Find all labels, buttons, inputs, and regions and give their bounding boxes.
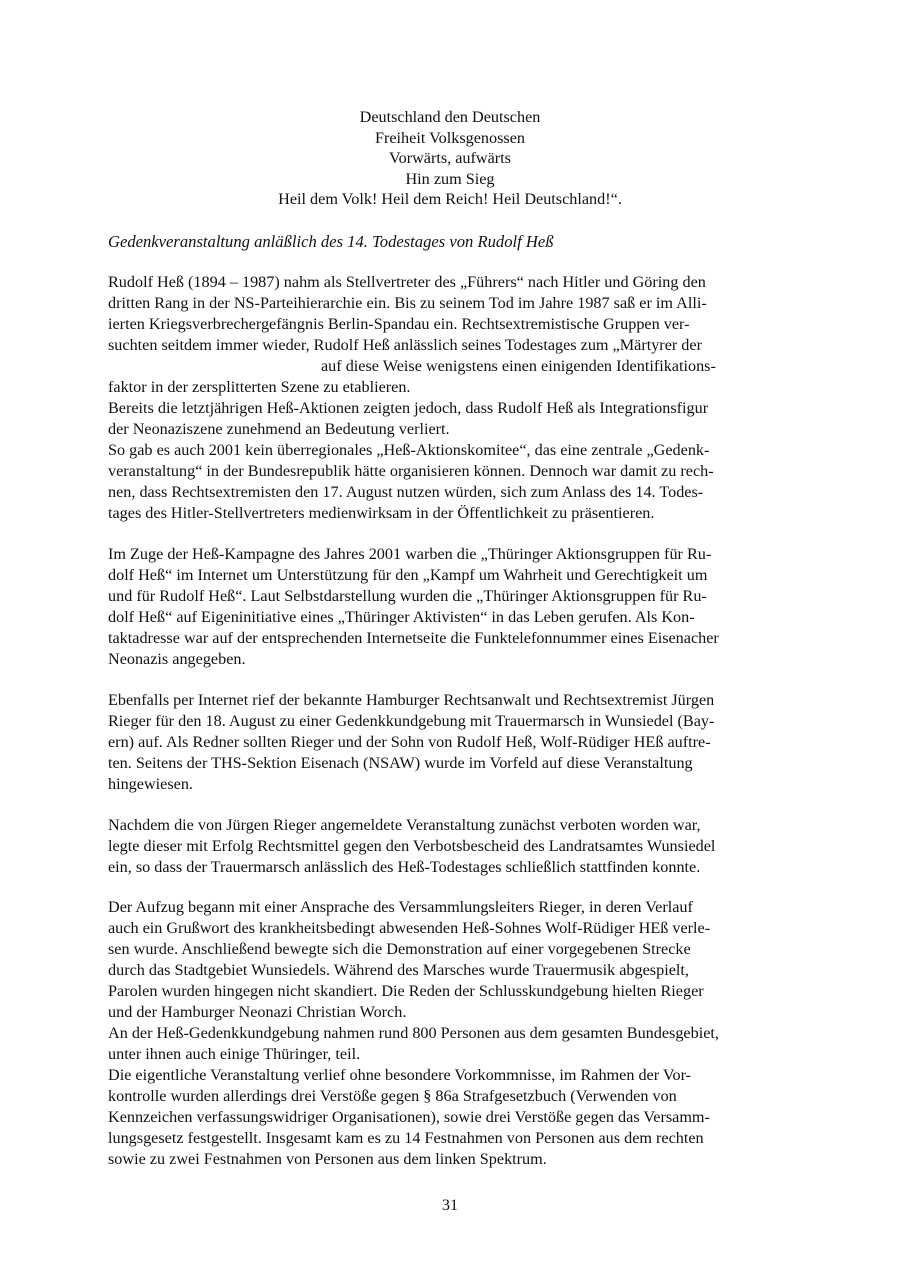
text-line: auf diese Weise wenigstens einen einigenden Identifikations-: [321, 357, 716, 375]
paragraph-1: [108, 272, 768, 524]
text-line: Rudolf Heß (1894 – 1987) nahm als Stellvertreter des „Führers“ nach Hitler und Göring den: [108, 273, 706, 291]
verse-line: Heil dem Volk! Heil dem Reich! Heil Deutschland!“.: [278, 190, 622, 208]
verse-line: Deutschland den Deutschen: [359, 108, 541, 126]
text-line: legte dieser mit Erfolg Rechtsmittel gegen den Verbotsbescheid des Landratsamtes Wunsiedel: [108, 837, 716, 855]
text-line: ern) auf. Als Redner sollten Rieger und der Sohn von Rudolf Heß, Wolf-Rüdiger HEß auftre-: [108, 733, 711, 751]
text-line: Ebenfalls per Internet rief der bekannte Hamburger Rechtsanwalt und Rechtsextremist Jürgen: [108, 691, 715, 709]
verse-line: Hin zum Sieg: [405, 169, 495, 188]
verse-block: [0, 107, 900, 210]
text-line: sen wurde. Anschließend bewegte sich die Demonstration auf einer vorgegebenen Strecke: [108, 940, 691, 958]
page-number: 31: [441, 1196, 459, 1214]
verse-line: Freiheit Volksgenossen: [374, 128, 526, 147]
text-line: hingewiesen.: [108, 775, 193, 793]
text-line: Der Aufzug begann mit einer Ansprache des Versammlungsleiters Rieger, in deren Verlauf: [108, 898, 693, 916]
text-line: ierten Kriegsverbrechergefängnis Berlin-Spandau ein. Rechtsextremistische Gruppen ver-: [108, 315, 690, 333]
text-line: Die eigentliche Veranstaltung verlief ohne besondere Vorkommnisse, im Rahmen der Vor-: [108, 1066, 692, 1084]
text-line: lungsgesetz festgestellt. Insgesamt kam es zu 14 Festnahmen von Personen aus dem rechten: [108, 1129, 704, 1147]
text-line: suchten seitdem immer wieder, Rudolf Heß anlässlich seines Todestages zum „Märtyrer der: [108, 336, 702, 354]
text-line: kontrolle wurden allerdings drei Verstöße gegen § 86a Strafgesetzbuch (Verwenden von: [108, 1087, 677, 1105]
text-line: dolf Heß“ im Internet um Unterstützung für den „Kampf um Wahrheit und Gerechtigkeit um: [108, 566, 708, 584]
text-line: unter ihnen auch einige Thüringer, teil.: [108, 1045, 361, 1063]
text-line: veranstaltung“ in der Bundesrepublik hätte organisieren können. Dennoch war damit zu rech-: [108, 462, 714, 480]
text-line: Nachdem die von Jürgen Rieger angemeldete Veranstaltung zunächst verboten worden war,: [108, 816, 701, 834]
text-line: sowie zu zwei Festnahmen von Personen aus dem linken Spektrum.: [108, 1150, 547, 1168]
text-line: taktadresse war auf der entsprechenden Internetseite die Funktelefonnummer eines Eisenacher: [108, 629, 719, 647]
text-line: Im Zuge der Heß-Kampagne des Jahres 2001 warben die „Thüringer Aktionsgruppen für Ru-: [108, 545, 712, 563]
text-line: ein, so dass der Trauermarsch anlässlich des Heß-Todestages schließlich stattfinden konnte.: [108, 858, 701, 876]
paragraph-2: [108, 544, 768, 670]
text-line: Neonazis angegeben.: [108, 650, 246, 668]
paragraph-3: [108, 690, 768, 795]
text-line: Bereits die letztjährigen Heß-Aktionen zeigten jedoch, dass Rudolf Heß als Integrationsfigur: [108, 399, 709, 417]
text-line: dritten Rang in der NS-Parteihierarchie ein. Bis zu seinem Tod im Jahre 1987 saß er im Alli-: [108, 294, 707, 312]
text-line: tages des Hitler-Stellvertreters medienwirksam in der Öffentlichkeit zu präsentieren.: [108, 504, 655, 522]
paragraph-4: [108, 815, 768, 878]
text-line: Parolen wurden hingegen nicht skandiert. Die Reden der Schlusskundgebung hielten Rieger: [108, 982, 704, 1000]
text-line: Rieger für den 18. August zu einer Gedenkkundgebung mit Trauermarsch in Wunsiedel (Bay-: [108, 712, 715, 730]
text-line: dolf Heß“ auf Eigeninitiative eines „Thüringer Aktivisten“ in das Leben gerufen. Als Kon-: [108, 608, 695, 626]
paragraph-5: [108, 897, 768, 1170]
text-line: So gab es auch 2001 kein überregionales „Heß-Aktionskomitee“, das eine zentrale „Gedenk-: [108, 441, 710, 459]
verse-line: Vorwärts, aufwärts: [389, 149, 511, 167]
text-line: faktor in der zersplitterten Szene zu etablieren.: [108, 378, 411, 396]
text-line: der Neonaziszene zunehmend an Bedeutung verliert.: [108, 420, 450, 438]
text-line: An der Heß-Gedenkkundgebung nahmen rund 800 Personen aus dem gesamten Bundesgebiet,: [108, 1024, 719, 1042]
text-line: nen, dass Rechtsextremisten den 17. August nutzen würden, sich zum Anlass des 14. Todes-: [108, 483, 704, 501]
text-line: und der Hamburger Neonazi Christian Worch.: [108, 1003, 407, 1021]
text-line: Kennzeichen verfassungswidriger Organisationen), sowie drei Verstöße gegen das Versamm-: [108, 1108, 710, 1126]
text-line: durch das Stadtgebiet Wunsiedels. Während des Marsches wurde Trauermusik abgespielt,: [108, 961, 689, 979]
text-line: und für Rudolf Heß“. Laut Selbstdarstellung wurden die „Thüringer Aktionsgruppen für Ru-: [108, 587, 707, 605]
text-line: ten. Seitens der THS-Sektion Eisenach (NSAW) wurde im Vorfeld auf diese Veranstaltung: [108, 754, 693, 772]
section-heading: Gedenkveranstaltung anläßlich des 14. Todestages von Rudolf Heß: [108, 232, 554, 251]
text-line: auch ein Grußwort des krankheitsbedingt abwesenden Heß-Sohnes Wolf-Rüdiger HEß verle-: [108, 919, 711, 937]
